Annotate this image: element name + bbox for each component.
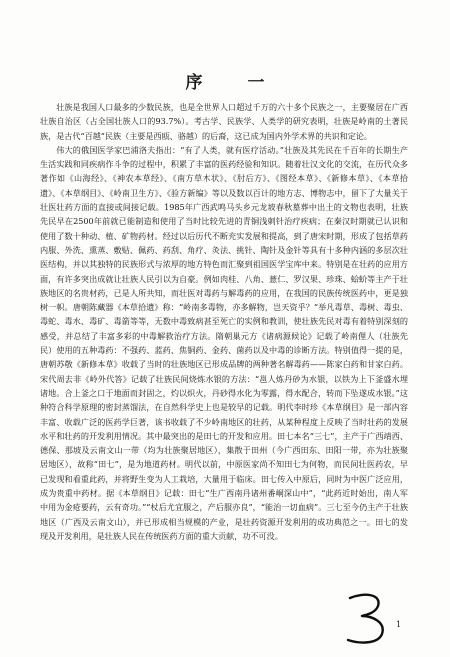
paragraph: 伟大的俄国医学家巴浦洛夫指出：“有了人类，就有医疗活动。”壮族及其先民在千百年的长期生产生活实践和同疾病作斗争的过程中，积累了丰富的医药经验和知识。随着壮汉文化的交流，在历代众多著作如《山海经》、《神农本草经》、《南方草木状》、《肘后方》、《图经本草》、《新修本草》、《本草拾遗》、《本草纲目》、《岭南卫生方》、《验方新编》等以及数以百计的地方志、博物志中，留下了大量关于壮医壮药方面的直接或间接记载。1985年广西武鸣马头乡元龙坡春秋墓葬中出土的文物也表明，壮族先民早在2500年前就已能制造和使用了当时比较先进的青铜浅刺针治疗疾病；在秦汉时期就已认识和使用了数十种动、植、矿物药材。经过以后历代不断充实发展和提高，到了唐宋时期，形成了包括草药内服、外洗、熏蒸、敷贴、佩药、药刮、角疗、灸法、挑针、陶针及金针等具有十多种内涵的多层次壮医结构，并以其独特的民族形式与浓厚的地方特色而汇聚到祖国医学宝库中来。特别是在壮药的应用方面，有许多突出成就让壮族人民引以为自豪。例如肉桂、八角、薏仁、罗汉果、珍珠、蛤蚧等主产于壮族地区的名贵材药，已是人所共知，而壮医对毒药与解毒药的应用，在我国的民族传统医药中，更是独树一帜。唐朝陈藏器《本草拾遗》称：“岭南多毒物，亦多解物，岂天资乎？”举凡毒草、毒树、毒虫、毒蛇、毒水、毒矿、毒箭等等，无数中毒致病甚至死亡的实例和教训，使壮族先民对毒有着特别深刻的感受，并总结了丰富多彩的中毒解救治疗方法。隋朝巢元方《诸病源候论》记载了岭南俚人（壮族先民）使用的五种毒药：不强药、蓝药、焦铜药、金药、菌药以及中毒的诊断方法。特别值得一提的是，唐朝苏敬《新修本草》收载了当时的壮族地区已形成品牌的两种著名解毒药——陈家白药和甘家白药。宋代周去非《岭外代答》记载了壮族民间烧炼水银的方法：“邕人炼丹砂为水银，以铁为上下釜盛水埋诸地。合上釜之口于地面而封固之，灼以炽火，丹砂得水化为零露，得水配合，转而下坠遂成水银。”这种符合科学原理的密封蒸馏法，在自然科学史上也是较早的记载。明代李时珍《本草纲目》是一部内容丰富、收载广泛的医药学巨著，该书收载了不少岭南地区的壮药，从某种程度上反映了当时壮药的发展水平和壮药的开发利用情况。其中最突出的是田七的开发和应用。田七本名“三七”，主产于广西靖西、德保、那坡及云南文山一带（均为壮族聚居地区），集散于田州（今广西田东、田阳一带，亦为壮族聚居地区），故称“田七”，是为地道药材。明代以前，中原医家尚不知田七为何物，而民间壮医药农，早已发现和看重此药，并将野生变为人工栽培，大量用于临床。田七传入中原后，同时为中医广泛应用，成为贵重中药材。据《本草纲目》记载：田七“生广西南丹诸州番峒深山中”，“此药近时始出，南人军中用为金疮要药，云有奇功。”“杖后尤宜服之，产后服亦良”，“能治一切血病”。三七至今仍主产于壮族地区（广西及云南文山），并已形成相当规模的产业，是壮药资源开发利用的成功典范之一。田七的发现及开发利用，是壮族人民在传统医药方面的重大贡献，功不可没。: [40, 144, 408, 541]
body-text: [40, 100, 408, 543]
paragraph: 壮族是我国人口最多的少数民族，也是全世界人口超过千万的六十多个民族之一，主要聚居在广西壮族自治区（占全国壮族人口的93.7%）。考古学、民族学、人类学的研究表明，壮族是岭南的土著民族，是古代“百越”民族（主要是西瓯、骆越）的后裔，这已成为国内外学术界的共识和定论。: [40, 102, 408, 141]
page-number: 1: [396, 620, 402, 629]
handwritten-number-mark: [338, 590, 398, 648]
page-title: 序 一: [185, 73, 279, 93]
